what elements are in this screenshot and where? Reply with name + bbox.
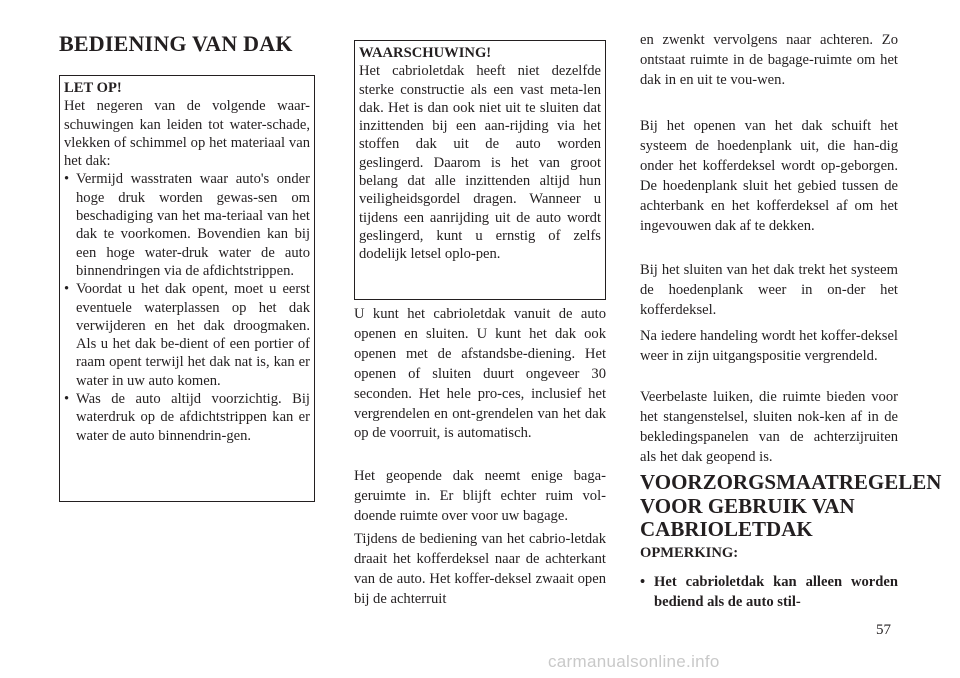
col3-paragraph-3: Bij het sluiten van het dak trekt het systeem de hoedenplank weer in on-der het kofferdeksel. <box>640 262 898 318</box>
col2-paragraph-3: Tijdens de bediening van het cabrio-letdak draait het kofferdeksel naar de achterkant van de auto. Het koffer-deksel zwaait open bij de achterruit <box>354 531 606 607</box>
col3-paragraph-5: Veerbelaste luiken, die ruimte bieden voor het stangenstelsel, sluiten nok-ken af in de bekledingspanelen van de achterzijruiten als het dak geopend is. <box>640 389 898 465</box>
warning-title: WAARSCHUWING! <box>359 45 492 61</box>
page-number: 57 <box>876 622 891 638</box>
note-list <box>640 572 898 612</box>
warning-box <box>354 40 606 300</box>
col2-paragraph-2: Het geopende dak neemt enige baga-geruimte in. Er blijft echter ruim vol-doende ruimte over voor uw bagage. <box>354 468 606 524</box>
col2-paragraph-1: U kunt het cabrioletdak vanuit de auto openen en sluiten. U kunt het dak ook openen met de afstandsbe-diening. Het openen of sluiten duurt ongeveer 30 seconden. Het hele pro-ces, inclusief het vergrendelen en ont-grendelen van het dak op de voorruit, is automatisch. <box>354 306 606 442</box>
watermark-text: carmanualsonline.info <box>548 652 720 671</box>
caution-list <box>64 170 310 444</box>
caution-intro: Het negeren van de volgende waar-schuwingen kan leiden tot water-schade, vlekken of schimmel op het materiaal van het dak: <box>64 98 310 170</box>
col3-paragraph-4: Na iedere handeling wordt het koffer-deksel weer in zijn uitgangspositie vergrendeld. <box>640 328 898 364</box>
col3-paragraph-2: Bij het openen van het dak schuift het systeem de hoedenplank uit, die han-dig onder het kofferdeksel wordt op-geborgen. De hoedenplank sluit het gebied tussen de achterbank en het kofferdeksel af om het ingevouwen dak af te dekken. <box>640 118 898 234</box>
warning-text: Het cabrioletdak heeft niet dezelfde sterke constructie als een vast meta-len dak. Het is dan ook niet uit te sluiten dat inzittenden bij een aan-rijding via het stoffen dak uit de auto worden geslingerd. Daarom is het van groot belang dat alle inzittenden altijd hun veiligheidsgordel dragen. Wanneer u tijdens een aanrijding uit de auto wordt geslingerd, kunt u ernstig of zelfs dodelijk letsel oplo-pen. <box>359 63 601 263</box>
note-title: OPMERKING: <box>640 545 739 561</box>
section-title: BEDIENING VAN DAK <box>59 31 293 56</box>
caution-item: • Was de auto altijd voorzichtig. Bij waterdruk op de afdichtstrippen kan er water de auto binnendrin-gen. <box>64 390 310 445</box>
caution-item: • Voordat u het dak opent, moet u eerst eventuele waterplassen op het dak verwijderen en het dak droogmaken. Als u het dak be-dient of een portier of raam opent terwijl het dak nat is, kan er water in uw auto komen. <box>64 280 310 390</box>
subsection-title: VOORZORGSMAATREGELEN VOOR GEBRUIK VAN CABRIOLETDAK <box>640 470 942 541</box>
caution-item: • Vermijd wasstraten waar auto's onder hoge druk worden gewas-sen om beschadiging van het ma-teriaal van het dak te voorkomen. Bovendien kan bij een hoge water-druk water de auto binnendringen via de afdichtstrippen. <box>64 170 310 280</box>
col3-paragraph-1: en zwenkt vervolgens naar achteren. Zo ontstaat ruimte in de bagage-ruimte om het dak in en uit te vou-wen. <box>640 32 898 88</box>
caution-box <box>59 75 315 502</box>
caution-title: LET OP! <box>64 80 122 96</box>
note-item: • Het cabrioletdak kan alleen worden bediend als de auto stil- <box>640 572 898 612</box>
